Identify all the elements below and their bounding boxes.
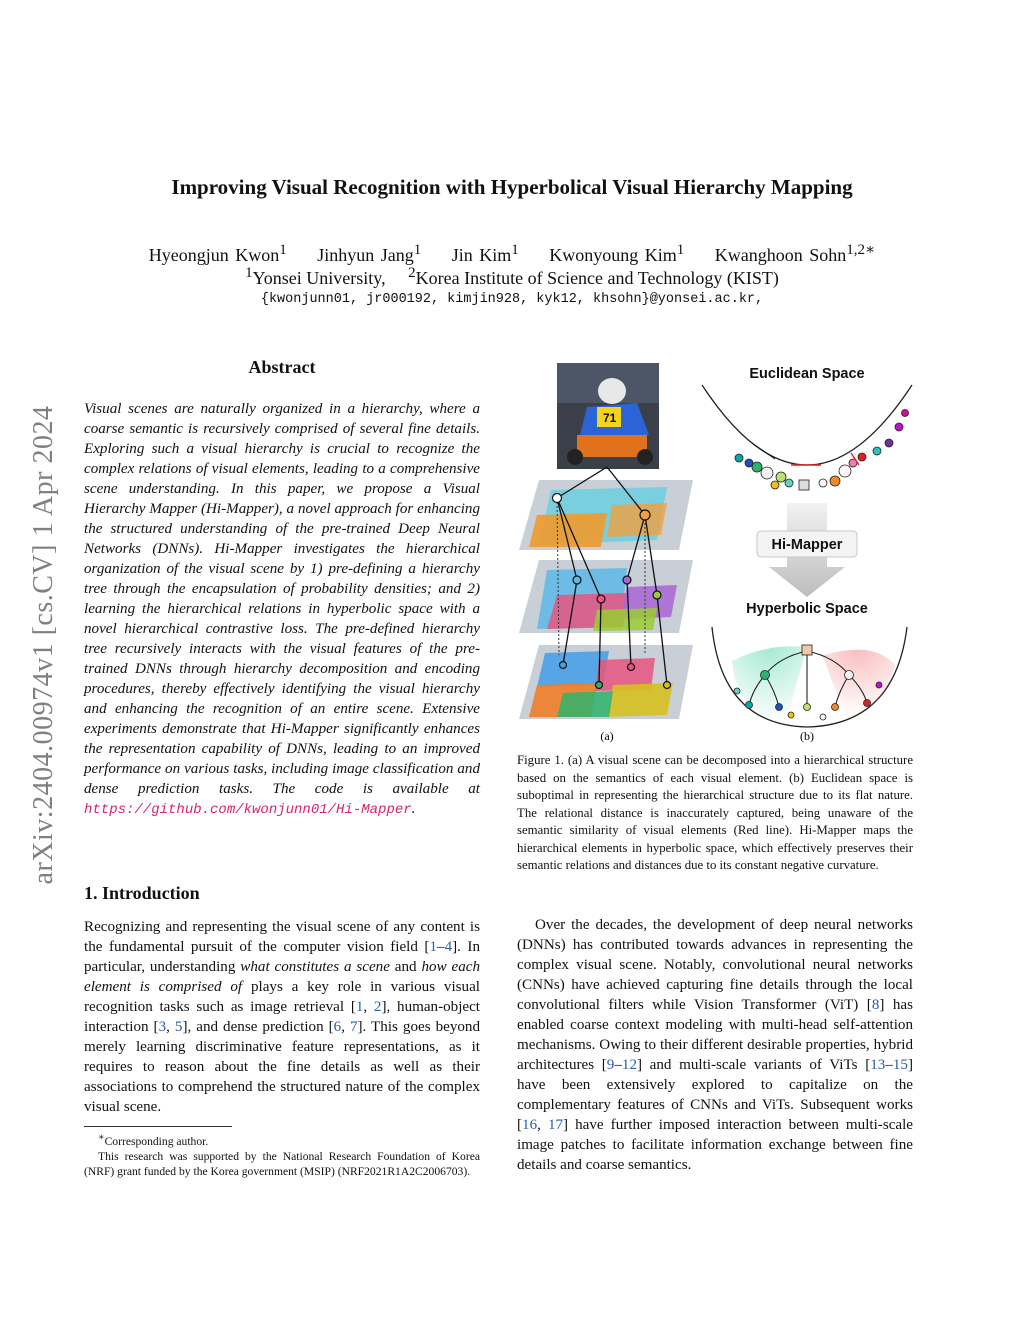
subfigure-b-label: (b) <box>800 729 814 743</box>
footnote <box>84 1130 480 1179</box>
affiliations <box>0 265 1024 289</box>
footnote-rule <box>84 1126 232 1127</box>
kart-photo <box>557 363 659 469</box>
affiliation: $^2$Korea Institute of Science and Technology (KIST) <box>408 265 779 288</box>
black-distance-line <box>752 443 775 459</box>
citation-link[interactable]: 16 <box>522 1117 538 1133</box>
paper-title: Improving Visual Recognition with Hyperbolical Visual Hierarchy Mapping <box>171 175 853 199</box>
footnote-funding: This research was supported by the National Research Foundation of Korea (NRF) grant funded by the Korea government (MSIP) (NRF2021R1A2C2006703). <box>84 1149 480 1178</box>
intro-paragraph-1: Recognizing and representing the visual scene of any content is the fundamental pursuit of the computer vision field [1–4]. In particular, understanding what constitutes a scene and how each element is comprised of plays a key role in various visual recognition tasks such as image retrieval [1, 2], human-object interaction [3, 5], and dense prediction [6, 7]. This goes beyond merely learning discriminative feature representations, as it requires to reason about the fine details as well as their associations to comprehend the structured nature of the complex visual scene. <box>84 919 481 1115</box>
hyperbolic-region-green <box>732 646 807 725</box>
abstract-body: Visual scenes are naturally organized in a hierarchy, where a coarse semantic is recursively comprised of several fine details. Exploring such a visual hierarchy is crucial to recognize the complex relations of visual elements, leading to a comprehensive scene understanding. In this paper, we propose a Visual Hierarchy Mapper (Hi-Mapper), a novel approach for enhancing the structured understanding of the pre-trained Deep Neural Networks (DNNs). Hi-Mapper investigates the hierarchical organization of the visual scene by 1) pre-defining a hierarchy tree through the encapsulation of probability densities; and 2) learning the hierarchical relations in hyperbolic space with a novel hierarchical contrastive loss. The pre-defined hierarchy tree recursively interacts with the visual features of the pre-trained DNNs through hierarchy decomposition and encoding procedures, thereby effectively identifying the visual hierarchy and enhancing the recognition of an entire scene. Extensive experiments demonstrate that Hi-Mapper significantly enhances the representation capability of DNNs, leading to an improved performance on various tasks, including image classification and dense prediction tasks. The code is available at https://github.com/kwonjunn01/Hi-Mapper. <box>84 401 480 818</box>
citation-link[interactable]: 1 <box>429 939 438 955</box>
intro-paragraph-2: Over the decades, the development of deep neural networks (DNNs) has contributed towards advances in representing the complex visual scene. Notably, convolutional neural networks (CNNs) have achieved capturing fine details through the local convolutional filters while Vision Transformer (ViT) [8] has enabled coarse context modeling with multi-head self-attention mechanisms. Owing to their different desirable properties, hybrid architectures [9–12] and multi-scale variants of ViTs [13–15] have been extensively explored to capitalize on the complementary features of CNNs and ViTs. Subsequent works [16, 17] have further imposed interaction between multi-scale image patches to facilitate information exchange between fine details and coarse semantics. <box>517 917 914 1173</box>
figure-caption: Figure 1. (a) A visual scene can be decomposed into a hierarchical structure based on the semantics of each visual element. (b) Euclidean space is suboptimal in representing the hierarchical structure due to its flat nature. The relational distance is inaccurately captured, being unaware of the semantic similarity of visual elements (Red line). Hi-Mapper maps the hierarchical elements in hyperbolic space, which effectively preserves their semantic relations and distances due to its constant negative curvature. <box>517 753 913 872</box>
author: Jinhyun Jang$^1$ <box>317 242 422 265</box>
author: Jin Kim$^1$ <box>451 242 519 265</box>
hi-mapper-label: Hi-Mapper <box>771 537 843 553</box>
citation-link[interactable]: 6 <box>333 1019 342 1035</box>
citation-link[interactable]: 4 <box>444 939 453 955</box>
citation-link[interactable]: 1 <box>355 999 364 1015</box>
euclidean-label: Euclidean Space <box>749 366 865 382</box>
intro-heading: 1. Introduction <box>84 883 200 903</box>
citation-link[interactable]: 2 <box>373 999 382 1015</box>
kart-number: 71 <box>603 411 617 425</box>
feature-plane-middle <box>519 560 693 633</box>
arxiv-stamp <box>16 360 72 930</box>
author-emails: {kwonjunn01, jr000192, kimjin928, kyk12, khsohn}@yonsei.ac.kr, <box>260 292 764 307</box>
citation-link[interactable]: 12 <box>621 1057 637 1073</box>
code-link[interactable]: https://github.com/kwonjunn01/Hi-Mapper <box>84 802 412 818</box>
arxiv-id: arXiv:2404.00974v1 [cs.CV] 1 Apr 2024 <box>28 405 59 885</box>
author-list <box>0 240 1024 266</box>
citation-link[interactable]: 17 <box>547 1117 564 1133</box>
author: Kwanghoon Sohn$^{1,2∗}$ <box>714 242 876 265</box>
subfigure-a-label: (a) <box>600 729 614 743</box>
citation-link[interactable]: 7 <box>349 1019 358 1035</box>
footnote-corresponding: ∗Corresponding author. <box>98 1132 209 1148</box>
citation-link[interactable]: 3 <box>158 1019 167 1035</box>
citation-link[interactable]: 13 <box>870 1057 886 1073</box>
hyperbolic-label: Hyperbolic Space <box>746 601 868 617</box>
abstract-heading: Abstract <box>248 357 316 377</box>
feature-plane-top <box>519 480 693 550</box>
citation-link[interactable]: 5 <box>174 1019 183 1035</box>
citation-link[interactable]: 8 <box>871 997 880 1013</box>
affiliation: $^1$Yonsei University, <box>245 265 386 288</box>
citation-link[interactable]: 9 <box>606 1057 615 1073</box>
figure-1 <box>517 355 917 745</box>
author: Hyeongjun Kwon$^1$ <box>148 242 287 265</box>
author: Kwonyoung Kim$^1$ <box>549 242 685 265</box>
citation-link[interactable]: 15 <box>892 1057 908 1073</box>
